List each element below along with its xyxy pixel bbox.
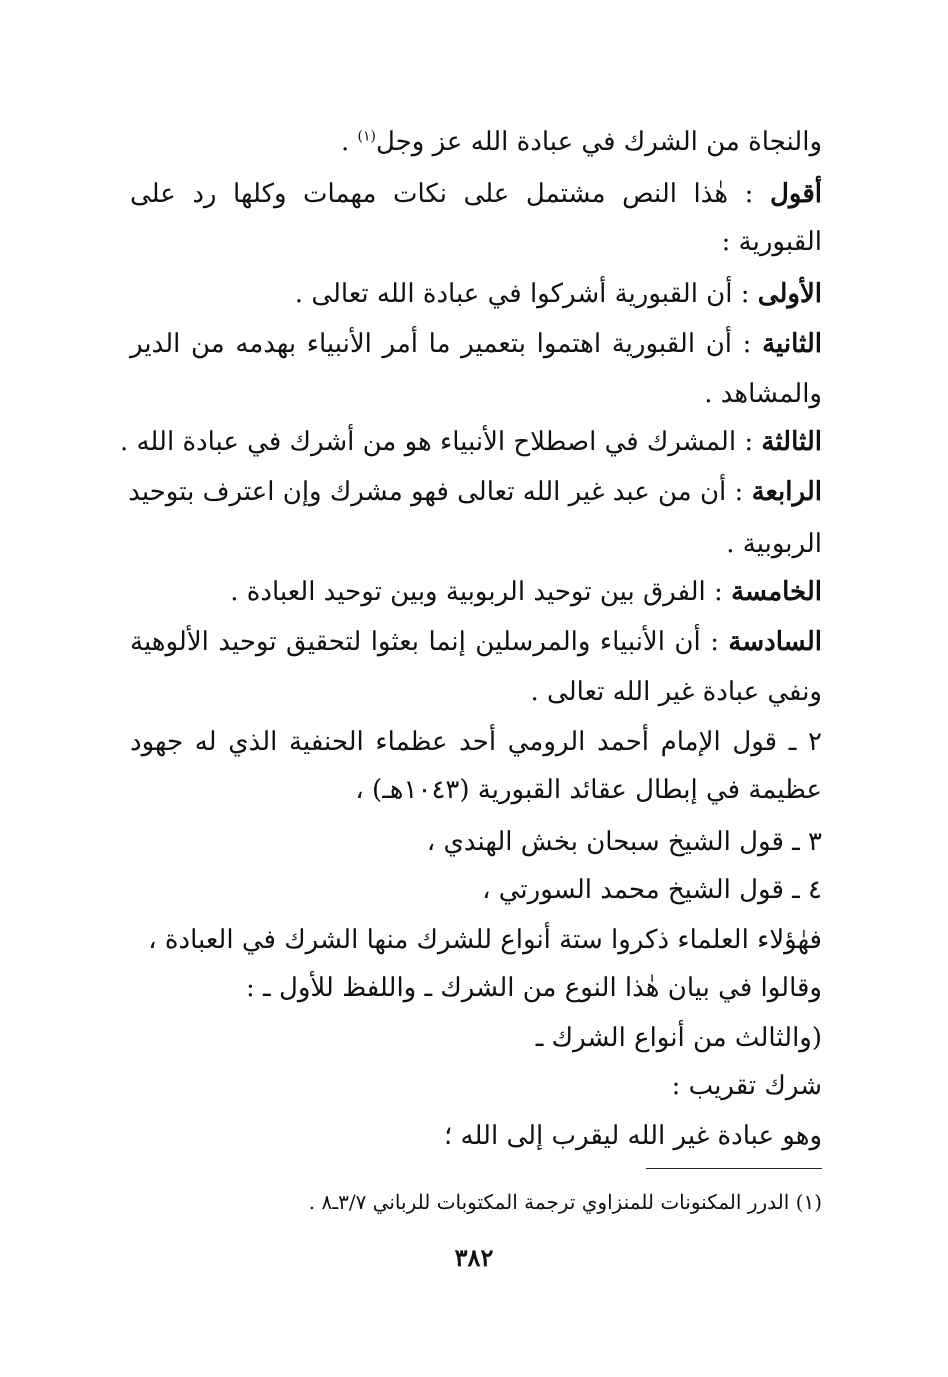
- point-5: [230, 568, 822, 616]
- item-2-text: ٢ ـ قول الإمام أحمد الرومي أحد عظماء الحنفية الذي له جهود: [130, 727, 822, 757]
- label-sixth: السادسة: [728, 627, 822, 657]
- label-first: الأولى: [757, 279, 822, 309]
- point-4-cont-text: الربوبية .: [726, 529, 822, 559]
- point-3-text: : المشرك في اصطلاح الأنبياء هو من أشرك في عبادة الله .: [119, 427, 754, 457]
- item-4-text: ٤ ـ قول الشيخ محمد السورتي ،: [482, 875, 822, 905]
- label-aqool: أقول: [770, 179, 823, 209]
- line-1: [341, 118, 822, 166]
- line-18: [246, 964, 822, 1012]
- line-3-text: القبورية :: [721, 227, 822, 257]
- point-4-cont: [726, 520, 822, 568]
- line-21-text: وهو عبادة غير الله ليقرب إلى الله ؛: [443, 1121, 822, 1151]
- point-2-cont-text: والمشاهد .: [704, 379, 822, 409]
- point-6-cont-text: ونفي عبادة غير الله تعالى .: [530, 677, 822, 707]
- line-17: [148, 916, 822, 964]
- item-3-text: ٣ ـ قول الشيخ سبحان بخش الهندي ،: [426, 827, 822, 857]
- footnote-divider: [646, 1168, 822, 1169]
- label-fourth: الرابعة: [751, 477, 822, 507]
- line-2: [130, 170, 822, 218]
- footnote-marker: (١): [357, 128, 376, 145]
- line-1-end: .: [340, 127, 358, 157]
- item-2: [130, 718, 822, 766]
- point-6: [130, 618, 822, 666]
- line-3: [722, 218, 822, 266]
- point-6-cont: [531, 668, 822, 716]
- point-2-text: : أن القبورية اهتموا بتعمير ما أمر الأنبياء بهدمه من الدير: [130, 329, 752, 359]
- item-4: [482, 866, 822, 914]
- label-second: الثانية: [762, 329, 823, 359]
- point-2-cont: [704, 370, 822, 418]
- line-19-text: (والثالث من أنواع الشرك ـ: [535, 1023, 822, 1053]
- item-2-cont-text: عظيمة في إبطال عقائد القبورية (١٠٤٣هـ) ،: [355, 775, 822, 805]
- page-number: ٣٨٢: [454, 1243, 494, 1272]
- line-20: [672, 1062, 822, 1110]
- point-1-text: : أن القبورية أشركوا في عبادة الله تعالى .: [294, 279, 750, 309]
- line-1-text: والنجاة من الشرك في عبادة الله عز وجل: [375, 127, 822, 157]
- point-1: [295, 270, 822, 318]
- point-3: [120, 418, 822, 466]
- line-21: [444, 1112, 822, 1160]
- point-4-text: : أن من عبد غير الله تعالى فهو مشرك وإن اعترف بتوحيد: [128, 477, 744, 507]
- label-third: الثالثة: [761, 427, 822, 457]
- line-20-text: شرك تقريب :: [671, 1071, 822, 1101]
- line-17-text: فهٰؤلاء العلماء ذكروا ستة أنواع للشرك منها الشرك في العبادة ،: [148, 925, 822, 955]
- point-6-text: : أن الأنبياء والمرسلين إنما بعثوا لتحقيق توحيد الألوهية: [130, 627, 719, 657]
- line-18-text: وقالوا في بيان هٰذا النوع من الشرك ـ واللفظ للأول ـ :: [246, 973, 822, 1003]
- point-5-text: : الفرق بين توحيد الربوبية وبين توحيد العبادة .: [230, 577, 723, 607]
- line-19: [536, 1014, 822, 1062]
- point-4: [130, 468, 822, 516]
- label-fifth: الخامسة: [731, 577, 822, 607]
- item-3: [427, 818, 822, 866]
- item-2-cont: [355, 766, 822, 814]
- line-2-text: : هٰذا النص مشتمل على نكات مهمات وكلها رد على: [130, 179, 754, 209]
- point-2: [130, 320, 822, 368]
- footnote: (١) الدرر المكنونات للمنزاوي ترجمة المكتوبات للرباني ٣/٧ـ٨ .: [308, 1190, 822, 1214]
